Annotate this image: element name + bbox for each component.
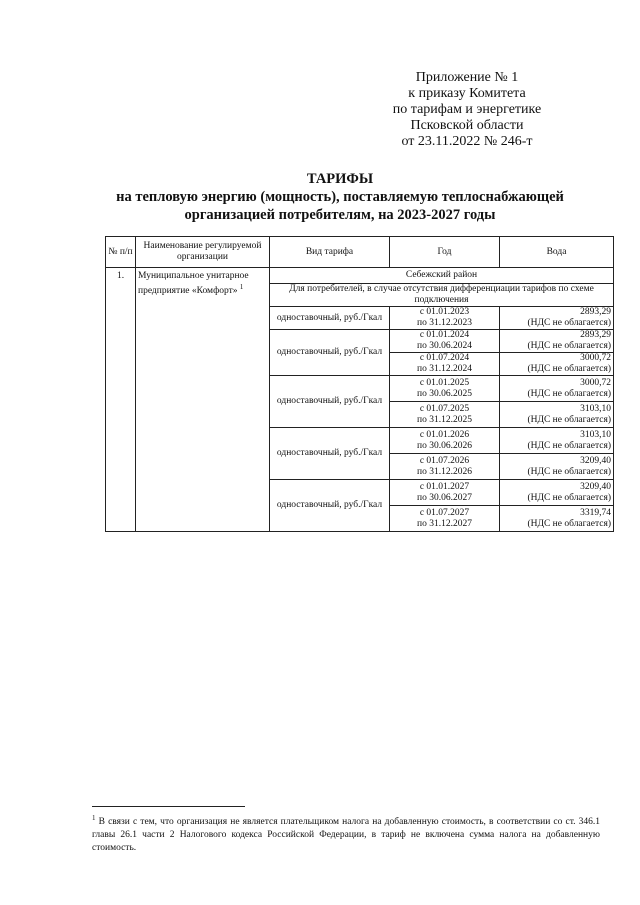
appendix-line: от 23.11.2022 № 246-т (401, 134, 533, 149)
period-cell (390, 402, 500, 428)
value-cell (500, 506, 614, 532)
tariff-value: 2893,29 (580, 330, 611, 340)
period-to: по 31.12.2023 (417, 318, 472, 328)
tariff-value: 3319,74 (580, 507, 611, 518)
tariff-kind-cell: одноставочный, руб./Гкал (270, 480, 390, 532)
period-from: с 01.07.2025 (419, 403, 470, 414)
vat-note: (НДС не облагается) (527, 318, 611, 328)
period-from: с 01.01.2026 (419, 429, 470, 440)
period-cell (390, 428, 500, 454)
period-to: по 31.12.2025 (417, 414, 472, 425)
period-cell (390, 307, 500, 330)
title-heading: ТАРИФЫ (306, 171, 374, 187)
period-from: с 01.07.2026 (419, 455, 470, 466)
period-cell (390, 454, 500, 480)
tariff-value: 3103,10 (580, 403, 611, 414)
footnote-divider (92, 806, 245, 807)
tariff-kind-cell: одноставочный, руб./Гкал (270, 428, 390, 480)
value-cell (500, 480, 614, 506)
period-from: с 01.01.2027 (419, 481, 470, 492)
value-cell (500, 428, 614, 454)
value-cell (500, 330, 614, 353)
vat-note: (НДС не облагается) (527, 388, 611, 399)
period-cell (390, 506, 500, 532)
appendix-header (360, 70, 574, 150)
tariff-value: 3209,40 (580, 481, 611, 492)
footnote-mark: 1 (92, 814, 96, 822)
value-cell (500, 307, 614, 330)
title-subline: на тепловую энергию (мощность), поставляемую теплоснабжающей (116, 189, 564, 205)
period-to: по 30.06.2024 (417, 341, 472, 351)
vat-note: (НДС не облагается) (527, 414, 611, 425)
period-from: с 01.07.2024 (419, 353, 470, 363)
period-cell (390, 480, 500, 506)
title-subline: организацией потребителям, на 2023-2027 годы (184, 207, 496, 223)
vat-note: (НДС не облагается) (527, 440, 611, 451)
header-num: № п/п (106, 237, 136, 268)
vat-note: (НДС не облагается) (527, 364, 611, 374)
tariff-table (105, 236, 614, 532)
footnote-mark: 1 (239, 283, 244, 291)
period-to: по 30.06.2027 (417, 492, 472, 503)
period-from: с 01.07.2027 (419, 507, 470, 518)
period-to: по 31.12.2027 (417, 518, 472, 529)
table-row (106, 268, 614, 284)
row-number: 1. (106, 268, 136, 532)
org-name-cell (136, 268, 270, 532)
period-cell (390, 353, 500, 376)
value-cell (500, 454, 614, 480)
tariff-value: 3000,72 (580, 377, 611, 388)
value-cell (500, 376, 614, 402)
district-cell: Себежский район (270, 268, 614, 284)
vat-note: (НДС не облагается) (527, 518, 611, 529)
appendix-line: Псковской области (410, 118, 524, 133)
period-to: по 30.06.2025 (417, 388, 472, 399)
period-cell (390, 330, 500, 353)
tariff-kind-cell: одноставочный, руб./Гкал (270, 376, 390, 428)
vat-note: (НДС не облагается) (527, 492, 611, 503)
tariff-value: 3103,10 (580, 429, 611, 440)
tariff-value: 3209,40 (580, 455, 611, 466)
period-from: с 01.01.2024 (419, 330, 470, 340)
org-name: Муниципальное унитарное предприятие «Комфорт» (138, 271, 249, 297)
appendix-line: Приложение № 1 (415, 70, 519, 85)
tariff-value: 3000,72 (580, 353, 611, 363)
footnote (92, 812, 600, 855)
appendix-line: по тарифам и энергетике (392, 102, 542, 117)
period-from: с 01.01.2025 (419, 377, 470, 388)
document-title (90, 170, 590, 224)
period-to: по 30.06.2026 (417, 440, 472, 451)
tariff-kind-cell: одноставочный, руб./Гкал (270, 330, 390, 376)
header-org-name: Наименование регулируемой организации (136, 237, 270, 268)
header-tariff-kind: Вид тарифа (270, 237, 390, 268)
vat-note: (НДС не облагается) (527, 341, 611, 351)
header-water: Вода (500, 237, 614, 268)
period-from: с 01.01.2023 (419, 307, 470, 317)
period-to: по 31.12.2024 (417, 364, 472, 374)
tariff-kind-cell: одноставочный, руб./Гкал (270, 307, 390, 330)
tariff-value: 2893,29 (580, 307, 611, 317)
header-year: Год (390, 237, 500, 268)
period-cell (390, 376, 500, 402)
value-cell (500, 353, 614, 376)
footnote-text: В связи с тем, что организация не является плательщиком налога на добавленную стоимость, в соответствии со ст. 346.1 главы 26.1 части 2 Налогового кодекса Российской Федерации, в тариф не включена сумма налога на добавленную стоимость. (92, 817, 601, 854)
table-header-row (106, 237, 614, 268)
period-to: по 31.12.2026 (417, 466, 472, 477)
value-cell (500, 402, 614, 428)
vat-note: (НДС не облагается) (527, 466, 611, 477)
appendix-line: к приказу Комитета (408, 86, 526, 101)
consumers-cell: Для потребителей, в случае отсутствия дифференциации тарифов по схеме подключения (270, 284, 614, 307)
